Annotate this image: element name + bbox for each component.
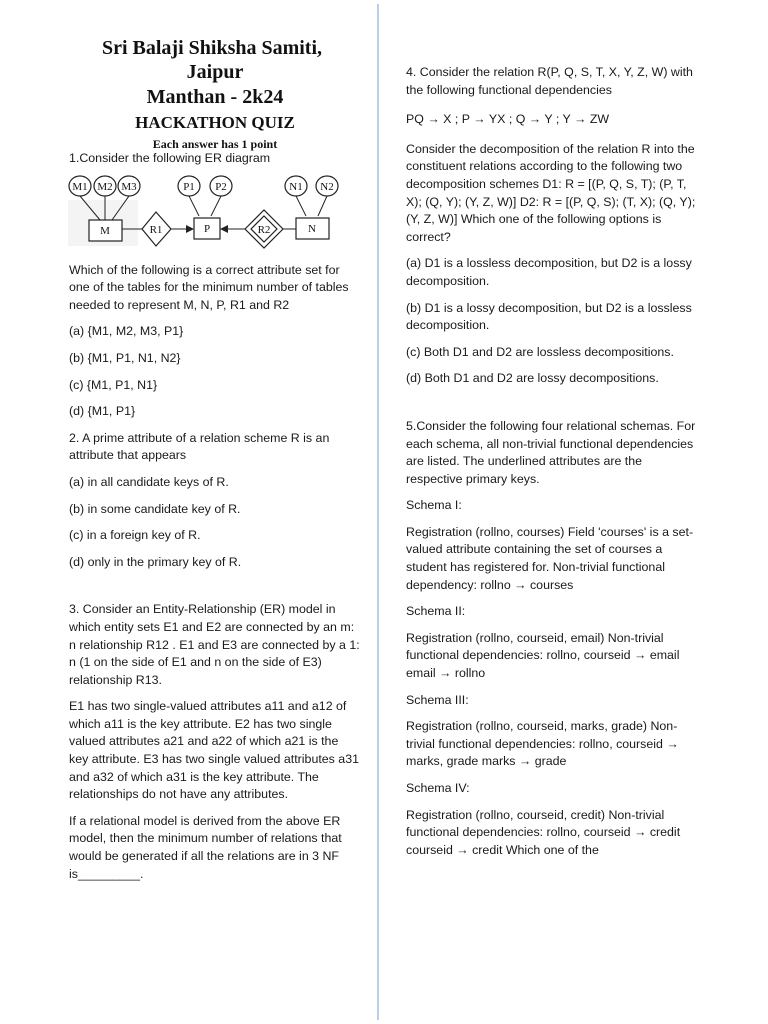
q1-intro: 1.Consider the following ER diagram bbox=[69, 151, 271, 165]
q4-dependencies: PQ → X ; P → YX ; Q → Y ; Y → ZW bbox=[406, 112, 610, 127]
q4-option-c: (c) Both D1 and D2 are lossless decompositions. bbox=[406, 344, 674, 359]
q2-text: 2. A prime attribute of a relation scheme R is an attribute that appears bbox=[69, 430, 330, 463]
q5-schema-1-label: Schema I: bbox=[406, 498, 462, 513]
q1-option-a: (a) {M1, M2, M3, P1} bbox=[69, 324, 184, 339]
er-attr-m1: M1 bbox=[72, 180, 88, 193]
q3-paragraph-2: E1 has two single-valued attributes a11 and a12 of which a11 is the key attribute. E2 has two single valued attributes a21 and a22 of which a21 is the key attribute. E3 has two single valued attributes a31 and a32 of which a31 is the key attribute. The relationships do not have any attributes. bbox=[69, 699, 359, 802]
er-attr-p2: P2 bbox=[215, 180, 227, 193]
er-rel-r2: R2 bbox=[257, 223, 271, 236]
header-event: Manthan - 2k24 bbox=[146, 86, 284, 108]
q3-paragraph-1: 3. Consider an Entity-Relationship (ER) model in which entity sets E1 and E2 are connected by an m: n relationship R12 . E1 and E3 are connected by a 1: n (1 on the side of E1 and n on the side of E3) relationship R13. bbox=[69, 602, 360, 687]
q4-option-b: (b) D1 is a lossy decomposition, but D2 is a lossless decomposition. bbox=[406, 300, 692, 333]
er-attr-m3: M3 bbox=[121, 180, 137, 193]
q5-schema-4-text: Registration (rollno, courseid, credit) Non-trivial functional dependencies: rollno, courseid → credit courseid → credit Which one of the bbox=[406, 807, 681, 857]
q1-option-d: (d) {M1, P1} bbox=[69, 404, 136, 419]
q5-schema-4-label: Schema IV: bbox=[406, 781, 470, 795]
q1-text: Which of the following is a correct attribute set for one of the tables for the minimum number of tables needed to represent M, N, P, R1 and R2 bbox=[69, 262, 349, 312]
er-entity-m: M bbox=[100, 224, 110, 237]
q2-option-c: (c) in a foreign key of R. bbox=[69, 528, 201, 543]
q2-option-a: (a) in all candidate keys of R. bbox=[69, 474, 229, 489]
q5-schema-1-text: Registration (rollno, courses) Field 'courses' is a set-valued attribute containing the set of courses a student has registered for. Non-trivial functional dependency: rollno → courses bbox=[406, 524, 694, 592]
q4-option-a: (a) D1 is a lossless decomposition, but D2 is a lossy decomposition. bbox=[406, 256, 692, 288]
header-city: Jaipur bbox=[186, 61, 244, 83]
q4-paragraph-2: Consider the decomposition of the relation R into the constituent relations according to the following two decomposition schemes D1: R = [(P, Q, S, T); (P, T, X); (Q, Y); (Y, Z, W)] D2: R = [(P, Q, S); (T, X); (Q, Y); (Y, Z, W)] Which one of the following options is correct? bbox=[406, 141, 696, 244]
header-institute: Sri Balaji Shiksha Samiti, bbox=[101, 37, 323, 59]
er-attr-n2: N2 bbox=[320, 180, 334, 193]
er-entity-p: P bbox=[203, 222, 211, 235]
q5-schema-3-text: Registration (rollno, courseid, marks, grade) Non-trivial functional dependencies: rollno, courseid → marks, grade marks → grade bbox=[406, 719, 679, 769]
q1-option-b: (b) {M1, P1, N1, N2} bbox=[69, 350, 181, 365]
column-divider bbox=[377, 4, 379, 1020]
q2-option-d: (d) only in the primary key of R. bbox=[69, 554, 242, 569]
q5-schema-2-label: Schema II: bbox=[406, 604, 466, 619]
q4-paragraph-1: 4. Consider the relation R(P, Q, S, T, X, Y, Z, W) with the following functional dependencies bbox=[406, 65, 693, 97]
q3-paragraph-3: If a relational model is derived from the above ER model, then the minimum number of relations that would be generated if all the relations are in 3 NF is_________. bbox=[69, 813, 342, 881]
q5-intro: 5.Consider the following four relational schemas. For each schema, all non-trivial functional dependencies are listed. The underlined attributes are the respective primary keys. bbox=[406, 418, 696, 486]
header-scoring-note: Each answer has 1 point bbox=[152, 137, 278, 151]
right-column bbox=[406, 64, 700, 859]
header-quiz-title: HACKATHON QUIZ bbox=[135, 113, 295, 132]
er-attr-m2: M2 bbox=[97, 180, 113, 193]
q5-schema-2-text: Registration (rollno, courseid, email) Non-trivial functional dependencies: rollno, courseid → email email → rollno bbox=[406, 630, 680, 681]
er-attr-p1: P1 bbox=[183, 180, 195, 193]
er-attr-n1: N1 bbox=[289, 180, 303, 193]
q5-schema-3-label: Schema III: bbox=[406, 692, 469, 707]
q2-option-b: (b) in some candidate key of R. bbox=[69, 501, 241, 516]
left-column bbox=[69, 36, 361, 883]
er-entity-n: N bbox=[308, 222, 316, 235]
q1-option-c: (c) {M1, P1, N1} bbox=[69, 377, 158, 392]
er-diagram bbox=[68, 170, 340, 250]
q4-option-d: (d) Both D1 and D2 are lossy decompositions. bbox=[406, 371, 659, 386]
er-rel-r1: R1 bbox=[149, 223, 163, 236]
